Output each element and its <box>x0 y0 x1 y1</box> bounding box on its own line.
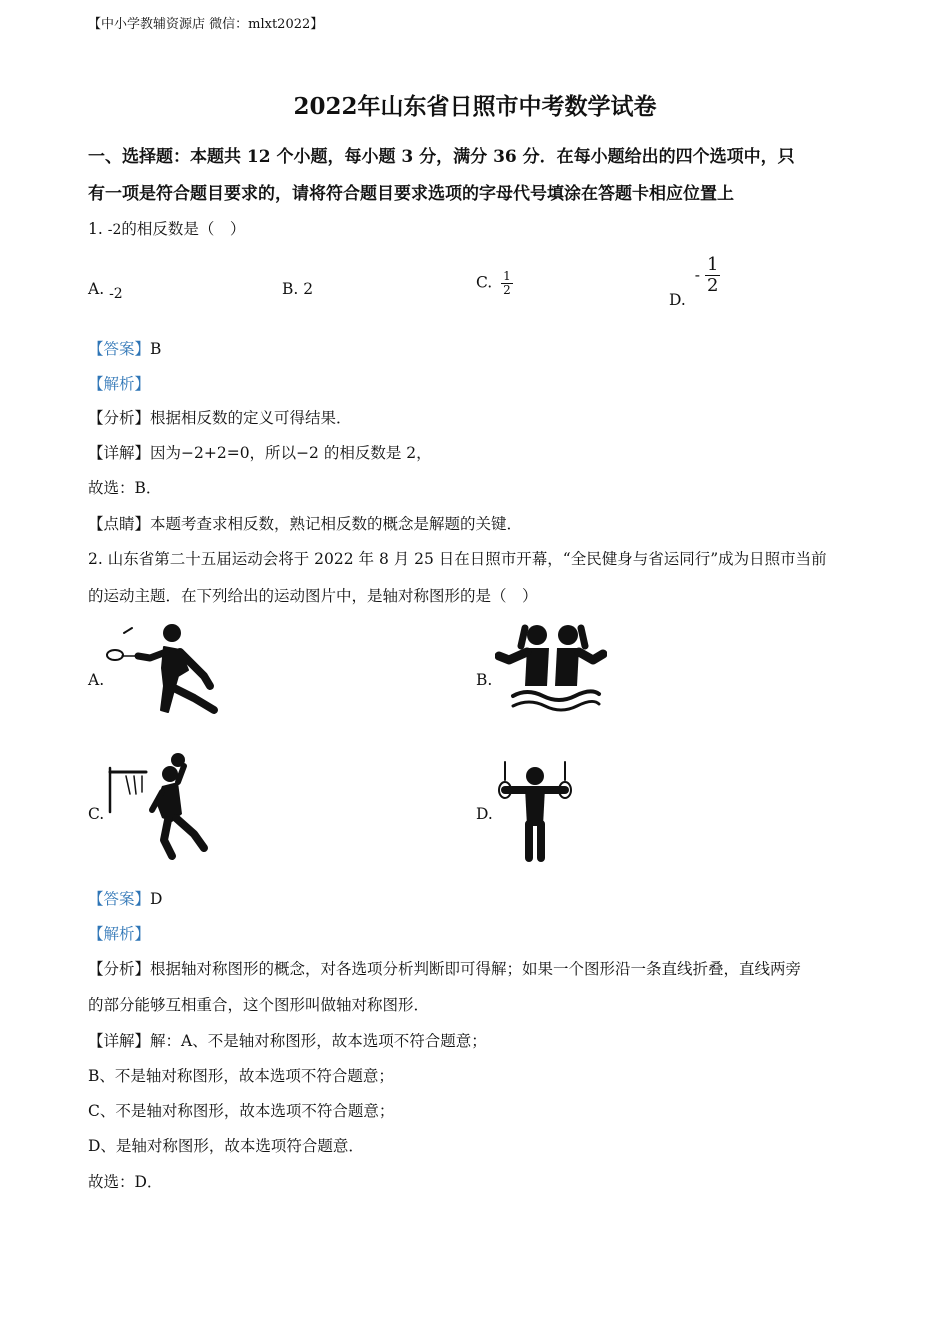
q1-option-c[interactable]: C. $\frac{1}{2}$ <box>476 269 511 298</box>
synchronized-swimmers-icon <box>495 622 607 717</box>
q2-stem-line1: 2. 山东省第二十五届运动会将于 2022 年 8 月 25 日在日照市开幕，“全民健身与省运同行”成为日照市当前 <box>88 550 827 568</box>
page-title: 2022年山东省日照市中考数学试卷 <box>293 93 657 120</box>
q2-fenxi-line2: 的部分能够互相重合，这个图形叫做轴对称图形． <box>88 996 430 1014</box>
q1-stem: 1. -2的相反数是（ ） <box>88 220 246 238</box>
q1-option-a[interactable]: A. -2 <box>88 280 123 302</box>
q1-dianjing: 【点睛】本题考查求相反数，熟记相反数的概念是解题的关键． <box>88 515 523 533</box>
q2-option-a-label[interactable]: A. <box>88 671 105 689</box>
q1-expr: -2 <box>107 222 122 238</box>
q1-option-d[interactable]: D. - $\frac{1}{2}$ <box>669 254 719 310</box>
rings-gymnast-icon <box>495 758 575 863</box>
q2-fenxi-line1: 【分析】根据轴对称图形的概念，对各选项分析判断即可得解；如果一个图形沿一条直线折叠，直线两旁 <box>88 960 802 978</box>
q1-answer: 【答案】B <box>88 340 162 358</box>
q2-option-d-label[interactable]: D. <box>476 805 493 823</box>
q1-d-fraction: $\frac{1}{2}$ <box>706 254 719 296</box>
q2-xiangjie: 【详解】解：A、不是轴对称图形，故本选项不符合题意； <box>88 1032 487 1050</box>
q2-option-b-label[interactable]: B. <box>476 671 493 689</box>
q1-conclusion: 故选：B． <box>88 479 162 497</box>
q2-option-c-note: C、不是轴对称图形，故本选项不符合题意； <box>88 1102 395 1120</box>
section-heading-line1: 一、选择题：本题共 12 个小题，每小题 3 分，满分 36 分．在每小题给出的四个选项中，只 <box>88 147 795 167</box>
q1-option-b[interactable]: B. 2 <box>282 280 314 298</box>
q1-c-fraction: $\frac{1}{2}$ <box>503 269 511 298</box>
q2-answer: 【答案】D <box>88 890 163 908</box>
q2-option-b-note: B、不是轴对称图形，故本选项不符合题意； <box>88 1067 394 1085</box>
q1-analysis-tag: 【解析】 <box>88 375 151 393</box>
q2-conclusion: 故选：D． <box>88 1173 163 1191</box>
q2-option-d-note: D、是轴对称图形，故本选项符合题意． <box>88 1137 364 1155</box>
basketball-player-icon <box>106 752 216 862</box>
q2-analysis-tag: 【解析】 <box>88 925 151 943</box>
badminton-player-icon <box>106 620 221 716</box>
q2-stem-line2: 的运动主题．在下列给出的运动图片中，是轴对称图形的是（ ） <box>88 587 538 605</box>
q1-fenxi: 【分析】根据相反数的定义可得结果． <box>88 409 352 427</box>
q1-xiangjie: 【详解】因为−2+2=0，所以−2 的相反数是 2， <box>88 444 432 462</box>
header-watermark: 【中小学教辅资源店 微信：mlxt2022】 <box>88 17 324 32</box>
q2-option-c-label[interactable]: C. <box>88 805 105 823</box>
section-heading-line2: 有一项是符合题目要求的，请将符合题目要求选项的字母代号填涂在答题卡相应位置上 <box>88 184 734 204</box>
